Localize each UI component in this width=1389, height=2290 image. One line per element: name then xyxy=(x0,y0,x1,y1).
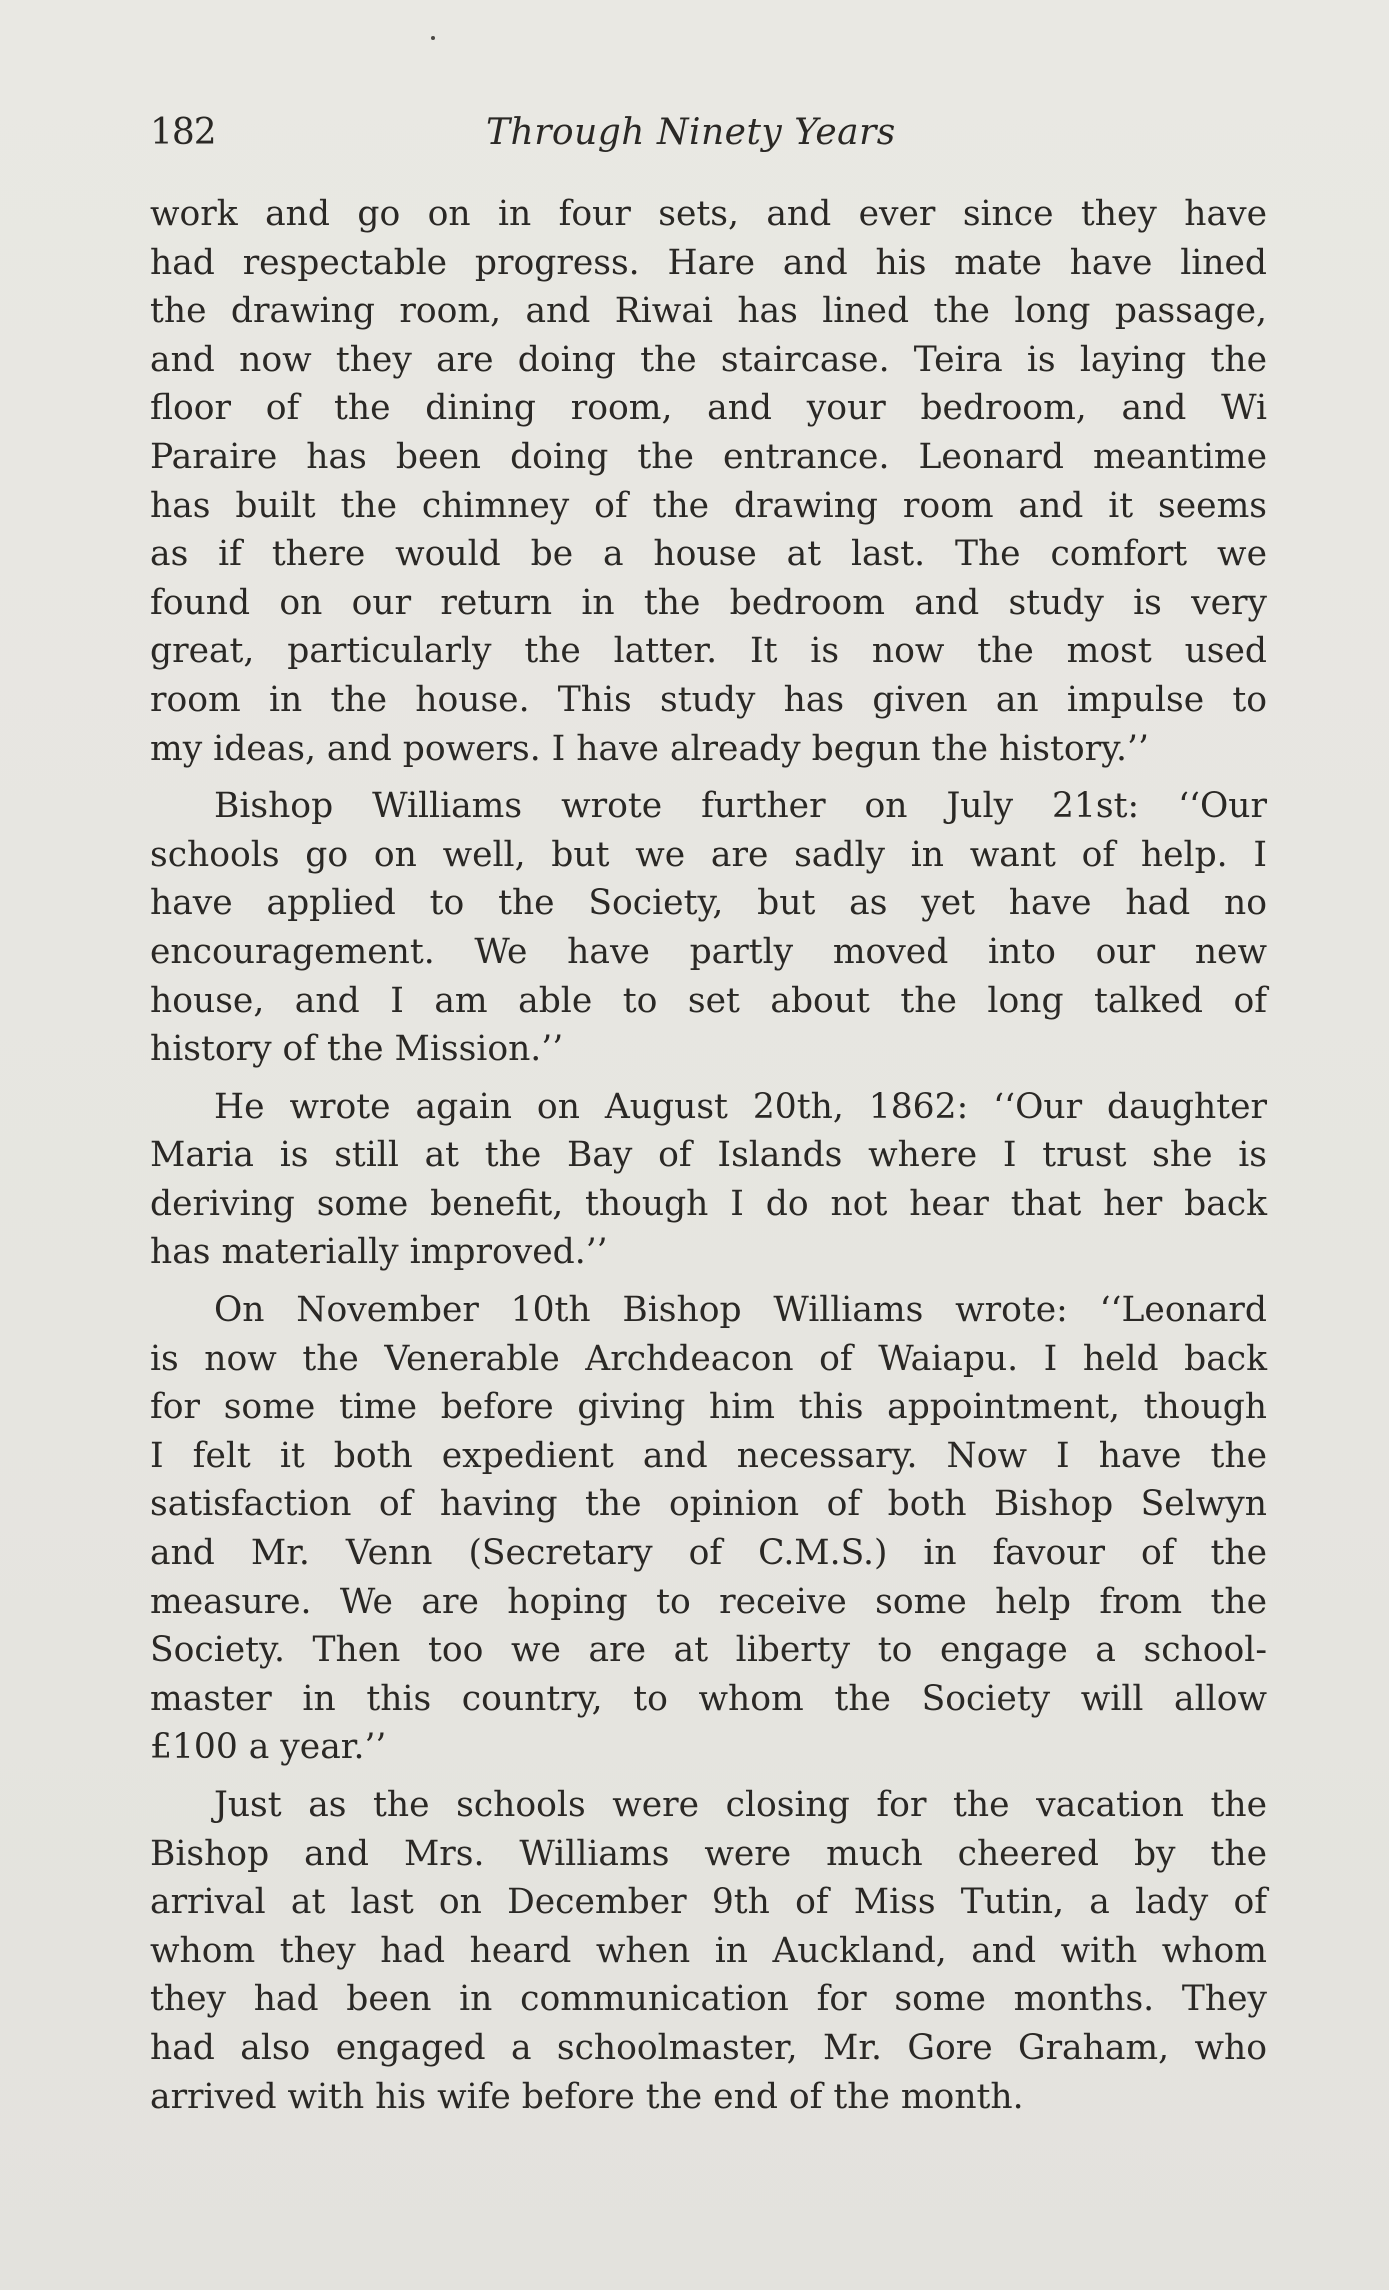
paragraph xyxy=(150,782,1267,1074)
text-line: and Mr. Venn (Secretary of C.M.S.) in favour of the xyxy=(150,1533,1267,1574)
text-line: floor of the dining room, and your bedroom, and Wi xyxy=(150,388,1267,429)
paragraph xyxy=(150,1781,1267,2121)
text-line: He wrote again on August 20th, 1862: ‘‘Our daughter xyxy=(214,1086,1267,1127)
text-line: for some time before giving him this appointment, though xyxy=(150,1387,1267,1428)
text-line: history of the Mission.’’ xyxy=(150,1029,564,1070)
text-line: measure. We are hoping to receive some help from the xyxy=(150,1581,1267,1622)
body-text xyxy=(150,190,1267,2121)
text-line: arrival at last on December 9th of Miss Tutin, a lady of xyxy=(150,1882,1267,1923)
text-line: work and go on in four sets, and ever since they have xyxy=(150,194,1267,234)
text-line: room in the house. This study has given an impulse to xyxy=(150,679,1267,720)
text-line: master in this country, to whom the Society will allow xyxy=(150,1678,1267,1719)
text-line: my ideas, and powers. I have already begun the history.’’ xyxy=(150,728,1149,769)
paragraph xyxy=(150,1083,1267,1277)
text-line: has built the chimney of the drawing room and it seems xyxy=(150,485,1267,526)
paragraph xyxy=(150,190,1267,773)
text-line: Bishop and Mrs. Williams were much cheered by the xyxy=(150,1833,1267,1874)
text-line: encouragement. We have partly moved into our new xyxy=(150,931,1267,972)
text-line: deriving some benefit, though I do not hear that her back xyxy=(150,1183,1267,1224)
text-line: arrived with his wife before the end of the month. xyxy=(150,2076,1024,2117)
text-line: had also engaged a schoolmaster, Mr. Gore Graham, who xyxy=(150,2027,1267,2068)
running-title: Through Ninety Years xyxy=(486,112,896,153)
print-speck xyxy=(431,36,435,40)
text-line: Society. Then too we are at liberty to engage a school- xyxy=(150,1630,1267,1671)
text-line: had respectable progress. Hare and his mate have lined xyxy=(150,242,1267,283)
text-line: have applied to the Society, but as yet have had no xyxy=(150,883,1267,924)
page-number: 182 xyxy=(150,112,216,153)
text-line: satisfaction of having the opinion of both Bishop Selwyn xyxy=(150,1484,1267,1525)
text-line: house, and I am able to set about the long talked of xyxy=(150,980,1267,1021)
running-head xyxy=(150,105,1267,161)
text-line: found on our return in the bedroom and study is very xyxy=(150,582,1267,623)
text-line: Just as the schools were closing for the vacation the xyxy=(214,1785,1267,1825)
text-line: has materially improved.’’ xyxy=(150,1232,608,1273)
text-line: I felt it both expedient and necessary. Now I have the xyxy=(150,1435,1267,1476)
text-line: great, particularly the latter. It is now the most used xyxy=(150,631,1267,672)
text-line: as if there would be a house at last. The comfort we xyxy=(150,534,1267,575)
text-line: On November 10th Bishop Williams wrote: ‘‘Leonard xyxy=(214,1290,1267,1331)
text-line: is now the Venerable Archdeacon of Waiapu. I held back xyxy=(150,1338,1267,1379)
paragraph xyxy=(150,1286,1267,1772)
text-line: they had been in communication for some months. They xyxy=(150,1979,1267,2020)
text-line: whom they had heard when in Auckland, and with whom xyxy=(150,1930,1267,1971)
text-line: Bishop Williams wrote further on July 21st: ‘‘Our xyxy=(214,786,1267,827)
text-line: Maria is still at the Bay of Islands where I trust she is xyxy=(150,1135,1267,1176)
text-line: schools go on well, but we are sadly in want of help. I xyxy=(150,834,1267,875)
text-line: the drawing room, and Riwai has lined the long passage, xyxy=(150,291,1267,332)
text-line: Paraire has been doing the entrance. Leonard meantime xyxy=(150,436,1267,477)
text-line: and now they are doing the staircase. Teira is laying the xyxy=(150,339,1267,380)
text-line: £100 a year.’’ xyxy=(150,1727,387,1768)
